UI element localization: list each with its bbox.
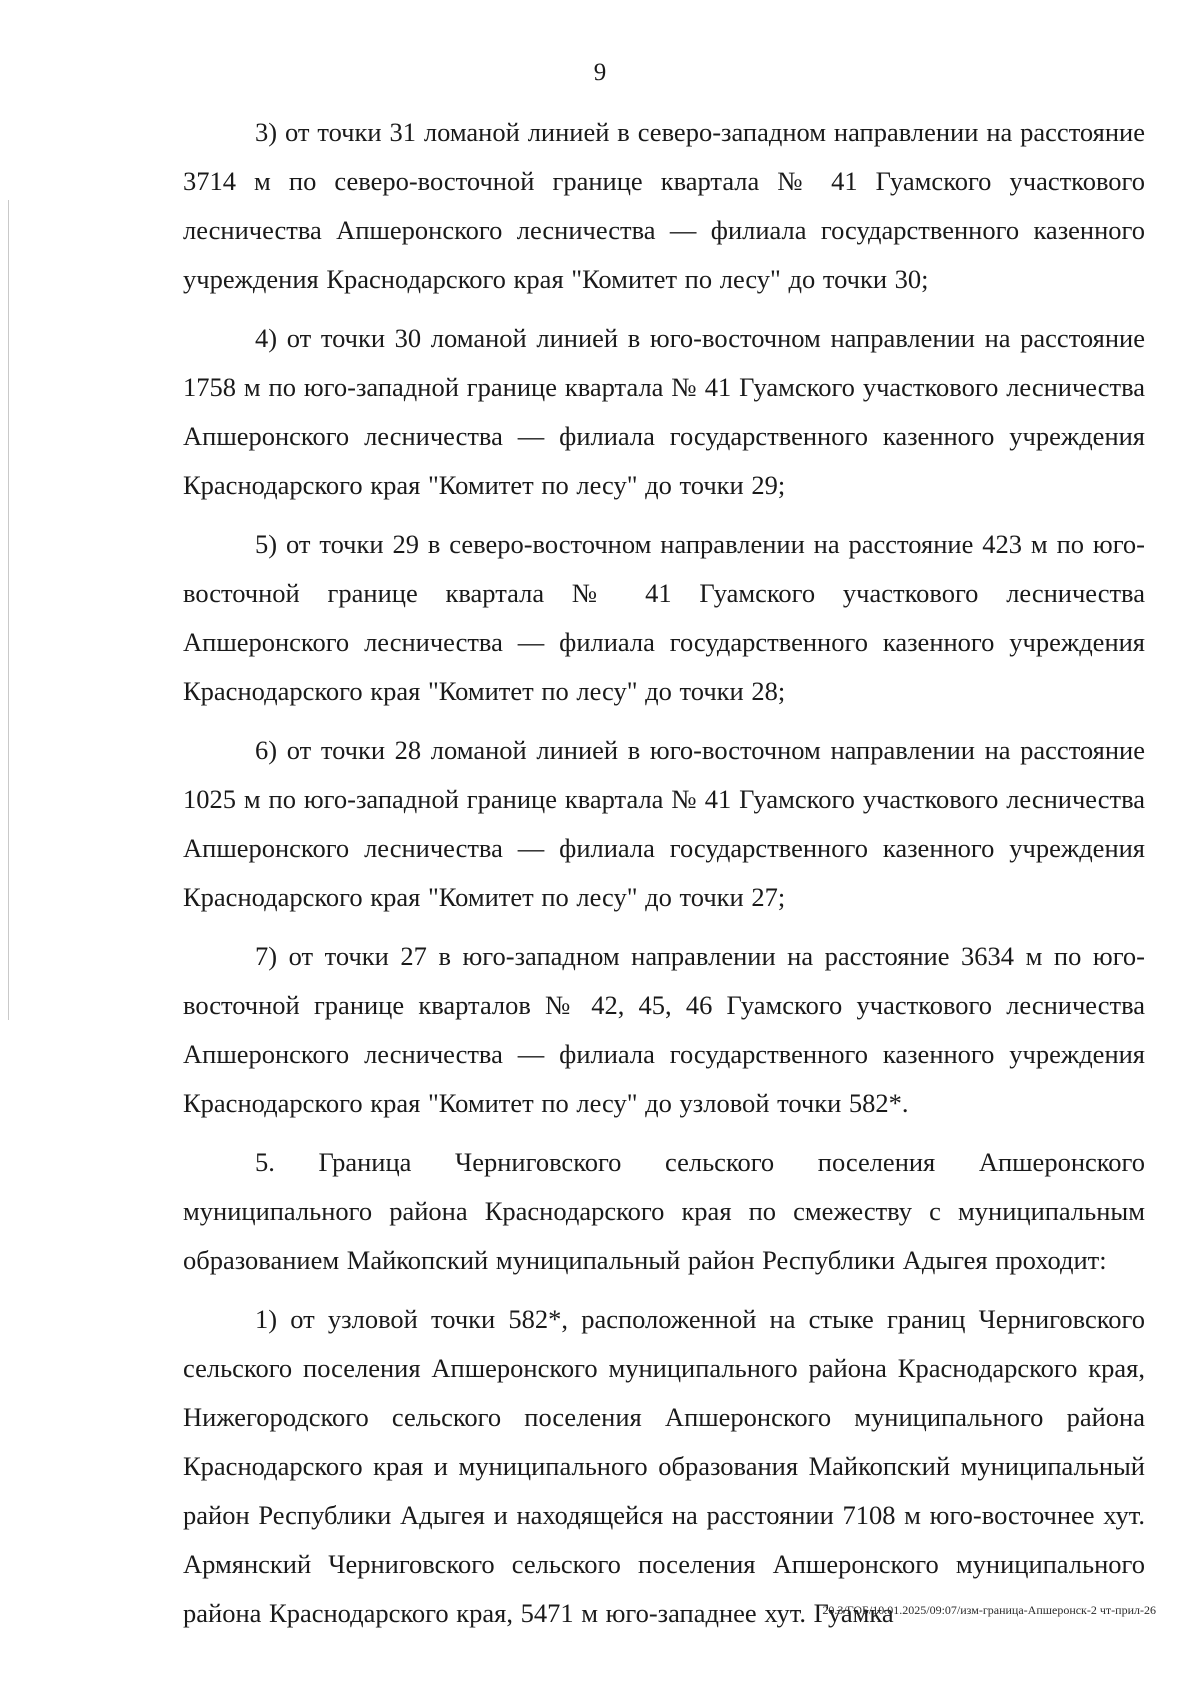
- document-body: [183, 108, 1145, 1648]
- paragraph-point-5: 5) от точки 29 в северо-восточном направлении на расстояние 423 м по юго-восточной границе квартала № 41 Гуамского участкового лесничества Апшеронского лесничества — филиала государственного казенного учреждения Краснодарского края "Комитет по лесу" до точки 28;: [183, 529, 1145, 706]
- paragraph-point-4: 4) от точки 30 ломаной линией в юго-восточном направлении на расстояние 1758 м по юго-западной границе квартала № 41 Гуамского участкового лесничества Апшеронского лесничества — филиала государственного казенного учреждения Краснодарского края "Комитет по лесу" до точки 29;: [183, 323, 1145, 500]
- page-number: 9: [593, 59, 607, 86]
- paragraph-point-6: 6) от точки 28 ломаной линией в юго-восточном направлении на расстояние 1025 м по юго-западной границе квартала № 41 Гуамского участкового лесничества Апшеронского лесничества — филиала государственного казенного учреждения Краснодарского края "Комитет по лесу" до точки 27;: [183, 735, 1145, 912]
- section-5-point-1: 1) от узловой точки 582*, расположенной на стыке границ Черниговского сельского поселения Апшеронского муниципального района Краснодарского края, Нижегородского сельского поселения Апшеронского муниципального района Краснодарского края и муниципального образования Майкопский муниципальный район Республики Адыгея и находящейся на расстоянии 7108 м юго-восточнее хут. Армянский Черниговского сельского поселения Апшеронского муниципального района Краснодарского края, 5471 м юго-западнее хут. Гуамка: [183, 1304, 1145, 1628]
- document-footer-code: 20.3/ГОБ/10.01.2025/09:07/изм-граница-Апшеронск-2 чт-прил-26: [822, 1603, 1156, 1617]
- paragraph-point-7: 7) от точки 27 в юго-западном направлении на расстояние 3634 м по юго-восточной границе кварталов № 42, 45, 46 Гуамского участкового лесничества Апшеронского лесничества — филиала государственного казенного учреждения Краснодарского края "Комитет по лесу" до узловой точки 582*.: [183, 941, 1145, 1118]
- scan-artifact-left: [8, 200, 9, 1020]
- section-5-heading-paragraph: 5. Граница Черниговского сельского поселения Апшеронского муниципального района Краснодарского края по смежеству с муниципальным образованием Майкопский муниципальный район Республики Адыгея проходит:: [183, 1147, 1145, 1275]
- paragraph-point-3: 3) от точки 31 ломаной линией в северо-западном направлении на расстояние 3714 м по северо-восточной границе квартала № 41 Гуамского участкового лесничества Апшеронского лесничества — филиала государственного казенного учреждения Краснодарского края "Комитет по лесу" до точки 30;: [183, 117, 1145, 294]
